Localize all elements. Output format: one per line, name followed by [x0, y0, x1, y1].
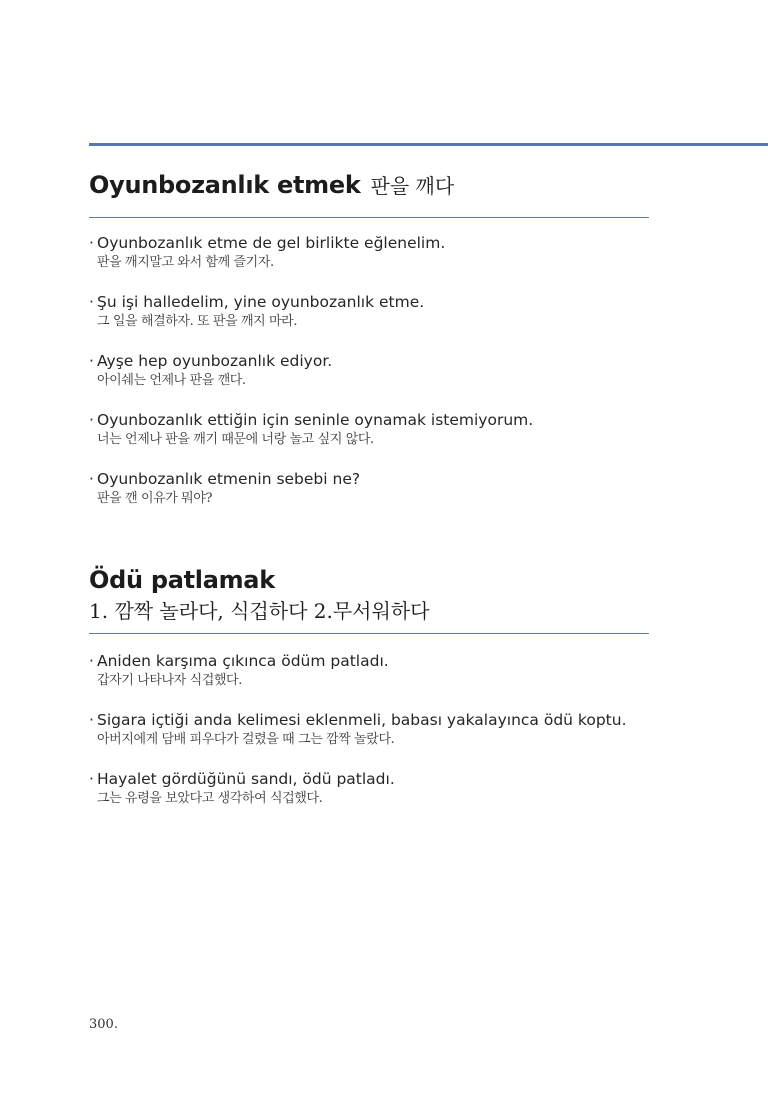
bullet: · — [89, 293, 94, 311]
top-rule — [89, 143, 768, 146]
entry-title — [89, 563, 649, 597]
example-text-tr: Oyunbozanlık ettiğin için seninle oynamak istemiyorum. — [97, 411, 534, 429]
example-translation-ko: 판을 깨지말고 와서 함께 즐기자. — [97, 255, 274, 270]
entry-oyunbozanlik-etmek — [89, 168, 649, 509]
example-sentence-tr — [89, 292, 649, 312]
entry-meaning-ko: 1. 깜짝 놀라다, 식겁하다 2.무서워하다 — [89, 599, 430, 623]
example-text-tr: Ayşe hep oyunbozanlık ediyor. — [97, 352, 333, 370]
example-item — [89, 469, 649, 509]
bullet: · — [89, 470, 94, 488]
example-translation-ko: 너는 언제나 판을 깨기 때문에 너랑 놀고 싶지 않다. — [97, 432, 374, 447]
example-sentence-tr — [89, 769, 649, 789]
bullet: · — [89, 352, 94, 370]
example-item — [89, 233, 649, 273]
example-translation-ko: 판을 깬 이유가 뭐야? — [97, 491, 213, 506]
bullet: · — [89, 652, 94, 670]
example-translation-ko: 갑자기 나타나자 식겁했다. — [97, 673, 242, 688]
example-item — [89, 410, 649, 450]
entry-title — [89, 168, 649, 203]
entry-title-tr: Ödü patlamak — [89, 566, 275, 594]
example-item — [89, 710, 649, 750]
example-item — [89, 351, 649, 391]
example-translation-ko: 아버지에게 담배 피우다가 걸렸을 때 그는 깜짝 놀랐다. — [97, 732, 395, 747]
example-list — [89, 651, 649, 809]
example-text-tr: Oyunbozanlık etme de gel birlikte eğlenelim. — [97, 234, 446, 252]
example-text-tr: Şu işi halledelim, yine oyunbozanlık etme. — [97, 293, 425, 311]
entry-odu-patlamak — [89, 563, 649, 809]
example-sentence-tr — [89, 469, 649, 489]
bullet: · — [89, 234, 94, 252]
example-sentence-tr — [89, 410, 649, 430]
bullet: · — [89, 711, 94, 729]
example-text-tr: Oyunbozanlık etmenin sebebi ne? — [97, 470, 361, 488]
example-sentence-tr — [89, 710, 649, 730]
example-text-tr: Hayalet gördüğünü sandı, ödü patladı. — [97, 770, 395, 788]
example-translation-ko: 그는 유령을 보았다고 생각하여 식겁했다. — [97, 791, 323, 806]
example-translation-ko: 그 일을 해결하자. 또 판을 깨지 마라. — [97, 314, 298, 329]
example-item — [89, 292, 649, 332]
entry-title-ko: 판을 깨다 — [370, 174, 455, 198]
example-item — [89, 769, 649, 809]
example-sentence-tr — [89, 351, 649, 371]
example-text-tr: Aniden karşıma çıkınca ödüm patladı. — [97, 652, 389, 670]
example-sentence-tr — [89, 651, 649, 671]
entry-separator — [89, 633, 649, 634]
bullet: · — [89, 411, 94, 429]
example-text-tr: Sigara içtiği anda kelimesi eklenmeli, babası yakalayınca ödü koptu. — [97, 711, 627, 729]
entry-title-tr: Oyunbozanlık etmek — [89, 171, 361, 199]
example-translation-ko: 아이쉐는 언제나 판을 깬다. — [97, 373, 246, 388]
page-number: 300. — [89, 1017, 118, 1032]
example-item — [89, 651, 649, 691]
bullet: · — [89, 770, 94, 788]
example-list — [89, 233, 649, 509]
example-sentence-tr — [89, 233, 649, 253]
entry-separator — [89, 217, 649, 218]
